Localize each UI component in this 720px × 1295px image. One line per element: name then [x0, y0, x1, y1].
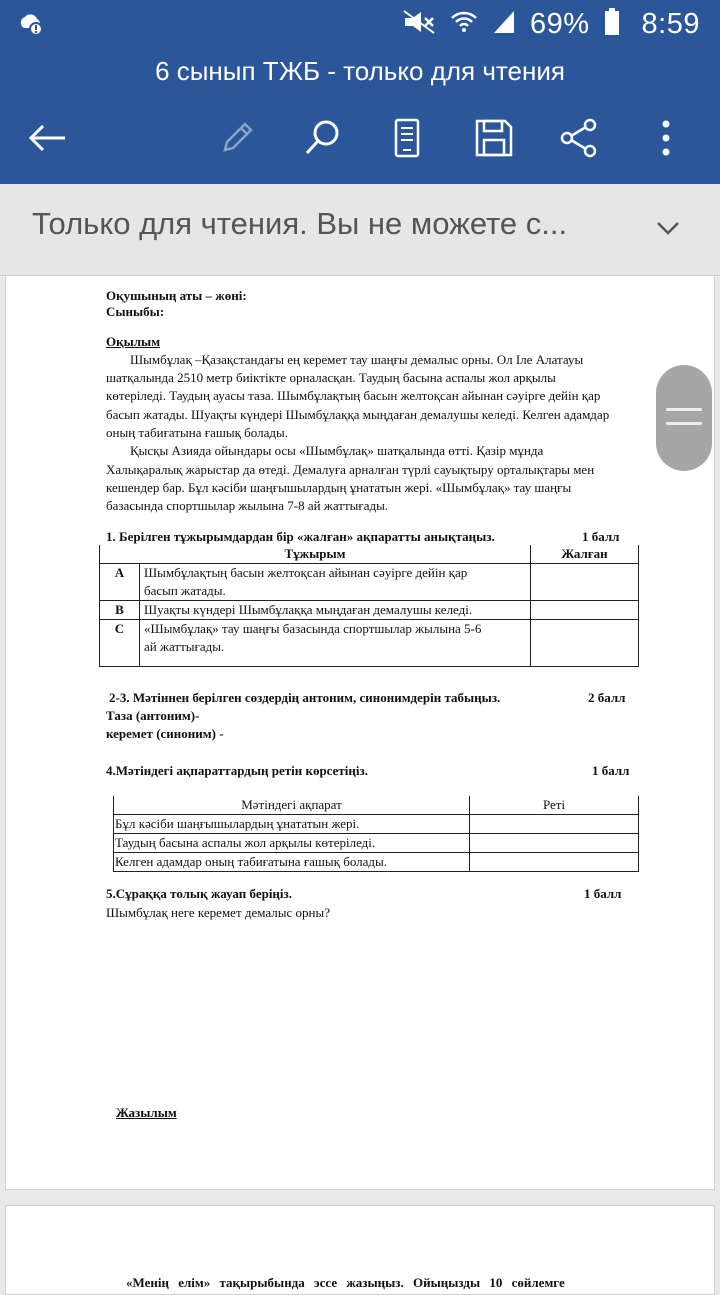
- edit-pencil-icon[interactable]: [211, 112, 263, 164]
- handle-grip-line: [666, 422, 702, 425]
- clock: 8:59: [641, 7, 700, 40]
- search-icon[interactable]: [296, 112, 348, 164]
- wifi-icon: [450, 9, 478, 40]
- task4-points: 1 балл: [592, 763, 630, 778]
- table-header: Реті: [470, 796, 639, 815]
- document-page: [5, 275, 715, 1190]
- task4-question: 4.Мәтіндегі ақпараттардың ретін көрсетіңіз.: [106, 763, 368, 778]
- statement-line: басып жатады.: [144, 583, 226, 598]
- status-bar: [0, 0, 720, 48]
- task5-question: [106, 885, 292, 903]
- paragraph-line: көтеріледі. Таудың ауасы таза. Шымбұлақтың басын желтоқсан айынан сәуірге дейін қар: [106, 388, 601, 403]
- scroll-handle[interactable]: [656, 365, 712, 471]
- task23-synonym: керемет (синоним) -: [106, 726, 224, 741]
- reading-view-icon[interactable]: [381, 112, 433, 164]
- answer-cell[interactable]: [531, 601, 639, 620]
- writing-heading: Жазылым: [116, 1105, 177, 1120]
- handle-grip-line: [666, 408, 702, 411]
- table-row: [114, 853, 639, 872]
- order-cell[interactable]: [470, 815, 639, 834]
- table-row: [114, 834, 639, 853]
- student-name-label: Оқушының аты – жөні:: [106, 288, 247, 303]
- signal-icon: [492, 9, 516, 40]
- row-letter: C: [100, 620, 140, 667]
- task4-table: [113, 796, 639, 872]
- info-cell: Келген адамдар оның табиғатына ғашық болады.: [114, 853, 470, 872]
- table-row: [100, 601, 639, 620]
- answer-cell[interactable]: [531, 564, 639, 601]
- order-cell[interactable]: [470, 853, 639, 872]
- class-label: Сыныбы:: [106, 304, 165, 319]
- paragraph-line: Шымбұлақ –Қазақстандағы ең керемет тау шаңғы демалыс орны. Ол Іле Алатауы: [130, 352, 584, 367]
- paragraph-line: оның табиғатына ғашық болады.: [106, 425, 288, 440]
- back-arrow-icon[interactable]: [21, 112, 73, 164]
- paragraph-line: базасында спортшылар жылына 7-8 ай жаттығады.: [106, 498, 389, 513]
- table-header: Тұжырым: [100, 545, 531, 564]
- battery-percent: 69%: [530, 7, 590, 40]
- paragraph-line: Халықаралық жарыстар да өтеді. Демалуға арналған түрлі сауықтыру орталықтары мен: [106, 462, 595, 477]
- chevron-down-icon[interactable]: [656, 220, 680, 241]
- mute-icon: [402, 9, 436, 40]
- app-bar: [0, 48, 720, 184]
- task23-points: 2 балл: [588, 690, 626, 705]
- task23-antonym: Таза (антоним)-: [106, 708, 200, 723]
- sync-error-icon: [18, 11, 44, 42]
- task5-question-text: 5.Сұраққа толық жауап беріңіз.: [106, 886, 293, 901]
- info-cell: Бұл кәсіби шаңғышылардың ұнататын жері.: [114, 815, 470, 834]
- task1-question: 1. Берілген тұжырымдардан бір «жалған» ақпаратты анықтаңыз.: [106, 529, 495, 544]
- task5-points: 1 балл: [584, 886, 622, 901]
- save-icon[interactable]: [468, 112, 520, 164]
- task5-prompt: Шымбұлақ неге керемет демалыс орны?: [106, 905, 330, 920]
- read-only-message: Только для чтения. Вы не можете с...: [32, 206, 568, 241]
- page2-text-fragment: «Менің елім» тақырыбында эссе жазыңыз. Ойыңызды 10 сөйлемге: [126, 1275, 565, 1290]
- row-letter: B: [100, 601, 140, 620]
- row-statement: [140, 564, 531, 601]
- document-title: 6 сынып ТЖБ - только для чтения: [155, 56, 565, 86]
- paragraph-line: шатқалында 2510 метр биіктікте орналасқан. Таудың басына аспалы жол арқылы: [106, 370, 556, 385]
- task1-points: 1 балл: [582, 529, 620, 544]
- share-icon[interactable]: [553, 112, 605, 164]
- reading-heading: Оқылым: [106, 334, 161, 349]
- row-statement: Шуақты күндері Шымбұлаққа мыңдаған демалушы келеді.: [140, 601, 531, 620]
- table-header: Жалған: [531, 545, 639, 564]
- table-row: [114, 815, 639, 834]
- task1-table: [99, 545, 639, 667]
- more-icon[interactable]: [640, 112, 692, 164]
- statement-line: Шымбұлақтың басын желтоқсан айынан сәуірге дейін қар: [144, 565, 468, 580]
- table-header: Мәтіндегі ақпарат: [114, 796, 470, 815]
- task23-question: 2-3. Мәтіннен берілген сөздердің антоним, синонимдерін табыңыз.: [109, 690, 501, 705]
- document-page: [5, 1205, 715, 1295]
- order-cell[interactable]: [470, 834, 639, 853]
- table-row: [100, 564, 639, 601]
- statement-line: ай жаттығады.: [144, 639, 225, 654]
- paragraph-line: кешендер бар. Бұл кәсіби шаңғышылардың ұнататын жері. «Шымбұлақ» тау шаңғы: [106, 480, 572, 495]
- statement-line: «Шымбұлақ» тау шаңғы базасында спортшылар жылына 5-6: [144, 621, 482, 636]
- row-statement: [140, 620, 531, 667]
- document-viewport[interactable]: [0, 277, 720, 1290]
- paragraph-line: басып жатады. Шуақты күндері Шымбұлаққа мыңдаған демалушы келеді. Келген адамдар: [106, 407, 610, 422]
- row-letter: A: [100, 564, 140, 601]
- battery-icon: [604, 8, 620, 41]
- read-only-banner[interactable]: [0, 184, 720, 276]
- info-cell: Таудың басына аспалы жол арқылы көтеріледі.: [114, 834, 470, 853]
- answer-cell[interactable]: [531, 620, 639, 667]
- paragraph-line: Қысқы Азияда ойындары осы «Шымбұлақ» шатқалында өтті. Қазір мұнда: [130, 443, 544, 458]
- table-row: [100, 620, 639, 667]
